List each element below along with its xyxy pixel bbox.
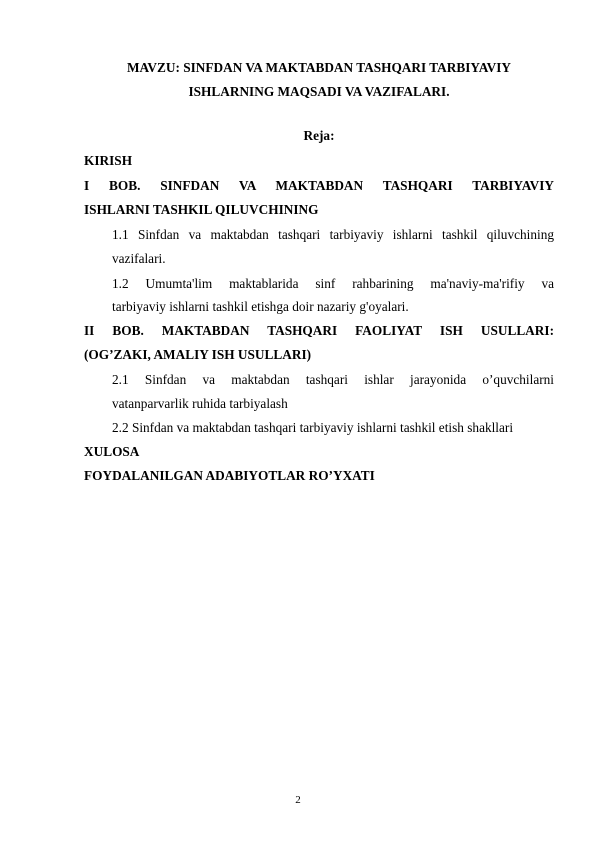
toc-section-2-1-line-2: vatanparvarlik ruhida tarbiyalash [112, 396, 288, 411]
toc-section-2-2: 2.2 Sinfdan va maktabdan tashqari tarbiyaviy ishlarni tashkil etish shakllari [112, 420, 514, 435]
document-title-line-1: MAVZU: SINFDAN VA MAKTABDAN TASHQARI TARBIYAVIY [126, 60, 512, 75]
document-title-line-2: ISHLARNING MAQSADI VA VAZIFALARI. [188, 84, 450, 99]
toc-chapter-2-line-2: (OG’ZAKI, AMALIY ISH USULLARI) [84, 347, 312, 362]
toc-references: FOYDALANILGAN ADABIYOTLAR RO’YXATI [84, 468, 375, 483]
toc-section-1-2-line-1: 1.2 Umumta'lim maktablarida sinf rahbarining ma'naviy-ma'rifiy va [112, 276, 554, 291]
toc-section-1-1-line-1: 1.1 Sinfdan va maktabdan tashqari tarbiyaviy ishlarni tashkil qiluvchining [112, 227, 554, 242]
toc-conclusion: XULOSA [84, 444, 140, 459]
toc-section-1-2-line-2: tarbiyaviy ishlarni tashkil etishga doir nazariy g'oyalari. [112, 299, 409, 314]
toc-section-1-1-line-2: vazifalari. [112, 251, 166, 266]
toc-section-2-1-line-1: 2.1 Sinfdan va maktabdan tashqari ishlar jarayonida o’quvchilarni [112, 372, 554, 387]
toc-intro: KIRISH [84, 153, 133, 168]
toc-chapter-1-line-1: I BOB. SINFDAN VA MAKTABDAN TASHQARI TARBIYAVIY [84, 178, 554, 193]
toc-chapter-1-line-2: ISHLARNI TASHKIL QILUVCHINING [84, 202, 319, 217]
page-number: 2 [295, 794, 301, 806]
plan-heading: Reja: [303, 128, 335, 143]
toc-chapter-2-line-1: II BOB. MAKTABDAN TASHQARI FAOLIYAT ISH USULLARI: [84, 323, 554, 338]
